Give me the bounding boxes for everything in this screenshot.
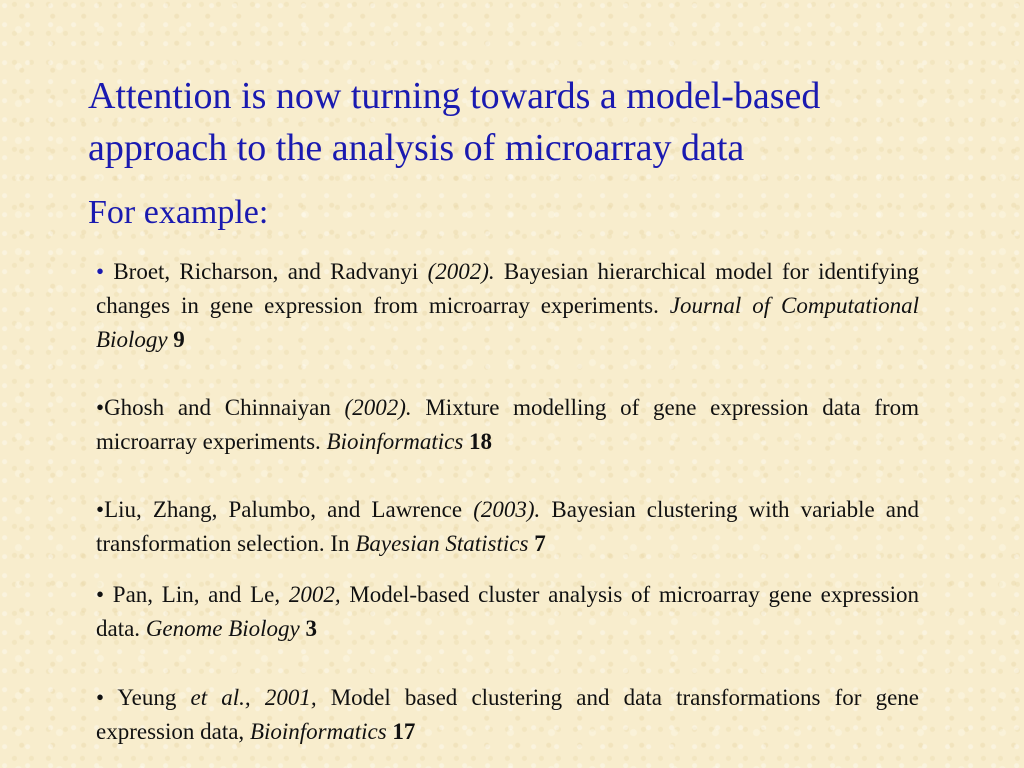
reference-journal: Bioinformatics — [249, 719, 387, 744]
reference-year: (2002). — [427, 259, 495, 284]
reference-year: , 2002, — [274, 582, 341, 607]
reference-journal: Bayesian Statistics — [355, 531, 529, 556]
reference-journal: Journal of Computational Biology — [96, 293, 920, 352]
reference-item — [96, 391, 919, 459]
reference-authors: Broet, Richarson, and Radvanyi — [104, 259, 428, 284]
bullet-marker: • — [96, 685, 105, 710]
reference-item — [96, 578, 919, 646]
reference-title: Bayesian clustering with variable and transformation selection. In — [96, 497, 919, 556]
reference-authors: Ghosh and Chinnaiyan — [104, 395, 345, 420]
bullet-marker: • — [96, 259, 105, 284]
reference-volume: 18 — [463, 429, 493, 454]
reference-authors: Yeung — [104, 685, 191, 710]
reference-item — [96, 255, 919, 357]
reference-year: (2002). — [344, 395, 412, 420]
reference-year: (2003). — [473, 497, 541, 522]
reference-authors: Pan, Lin, and Le — [104, 582, 275, 607]
reference-item — [96, 681, 919, 749]
bullet-marker: • — [96, 582, 105, 607]
reference-volume: 7 — [528, 531, 546, 556]
reference-title: Model-based cluster analysis of microarray gene expression data. — [96, 582, 920, 641]
reference-authors: Liu, Zhang, Palumbo, and Lawrence — [104, 497, 474, 522]
reference-volume: 9 — [167, 327, 185, 352]
bullet-marker: • — [96, 395, 105, 420]
reference-item — [96, 493, 919, 561]
reference-title: Model based clustering and data transformations for gene expression data, — [96, 685, 919, 744]
reference-title: Mixture modelling of gene expression data from microarray experiments. — [96, 395, 920, 454]
reference-title: Bayesian hierarchical model for identifying changes in gene expression from microarray experiments. — [96, 259, 919, 318]
slide-title: Attention is now turning towards a model-based approach to the analysis of microarray data — [88, 75, 821, 169]
reference-volume: 3 — [299, 616, 317, 641]
slide-subtitle: For example: — [88, 194, 269, 231]
reference-volume: 17 — [386, 719, 416, 744]
reference-journal: Genome Biology — [145, 616, 300, 641]
bullet-marker: • — [96, 497, 105, 522]
reference-journal: Bioinformatics — [326, 429, 464, 454]
reference-year: et al., 2001, — [190, 685, 317, 710]
